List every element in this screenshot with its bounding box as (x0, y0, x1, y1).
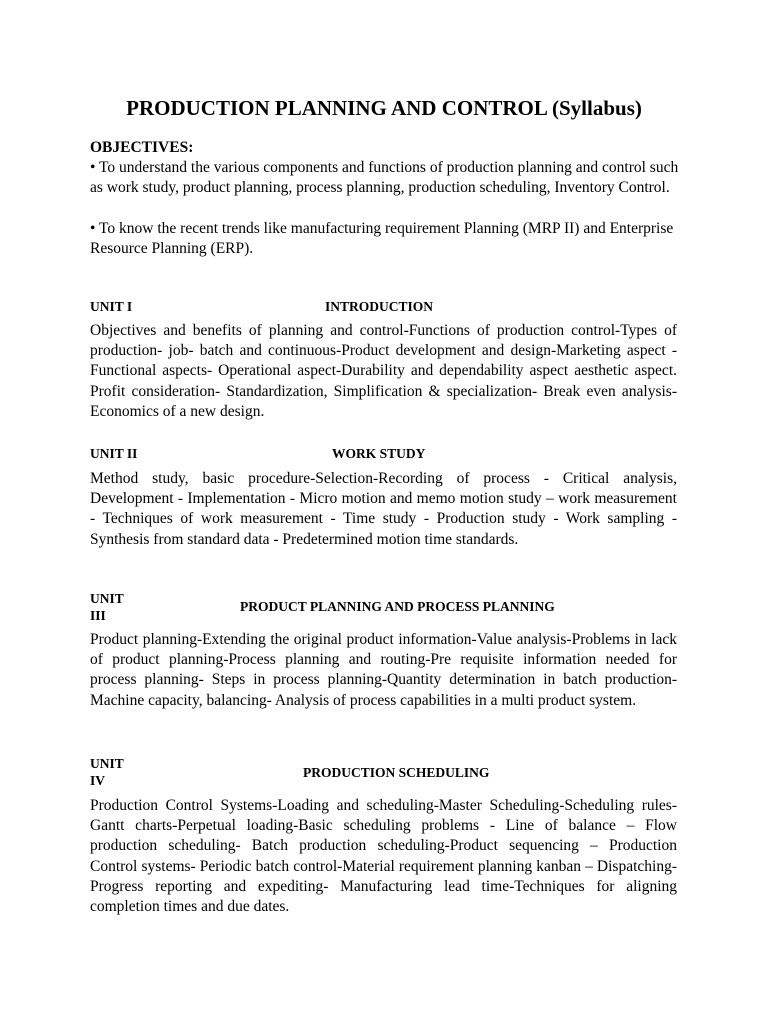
unit-title: PRODUCTION SCHEDULING (303, 765, 490, 780)
unit-body: Objectives and benefits of planning and control-Functions of production control-Types of production- job- batch and continuous-Product development and design-Marketing aspect - Functional aspects- Operational aspect-Durability and dependability aspect aesthetic aspect. Profit consideration- Standardization, Simplification & specialization- Break even analysis-Economics of a new design. (90, 322, 677, 420)
objective-item: • To know the recent trends like manufacturing requirement Planning (MRP II) and Enterprise Resource Planning (ERP). (90, 220, 674, 257)
unit-title: WORK STUDY (332, 446, 426, 461)
unit-number: UNIT III (90, 591, 124, 623)
unit-body: Method study, basic procedure-Selection-Recording of process - Critical analysis, Development - Implementation - Micro motion and memo motion study – work measurement - Techniques of work measurement - Time study - Production study - Work sampling - Synthesis from standard data - Predetermined motion time standards. (90, 470, 677, 548)
unit-number: UNIT IV (90, 756, 124, 788)
objectives-heading: OBJECTIVES: (90, 139, 194, 156)
unit-number: UNIT I (90, 299, 133, 314)
page-title: PRODUCTION PLANNING AND CONTROL (Syllabus) (126, 96, 642, 120)
unit-body: Product planning-Extending the original product information-Value analysis-Problems in lack of product planning-Process planning and routing-Pre requisite information needed for process planning- Steps in process planning-Quantity determination in batch production-Machine capacity, balancing- Analysis of process capabilities in a multi product system. (90, 631, 677, 709)
unit-title: INTRODUCTION (325, 299, 434, 314)
unit-number: UNIT II (90, 446, 138, 461)
unit-title: PRODUCT PLANNING AND PROCESS PLANNING (240, 599, 555, 614)
unit-body: Production Control Systems-Loading and scheduling-Master Scheduling-Scheduling rules-Gantt charts-Perpetual loading-Basic scheduling problems - Line of balance – Flow production scheduling- Batch production scheduling-Product sequencing – Production Control systems- Periodic batch control-Material requirement planning kanban – Dispatching-Progress reporting and expediting- Manufacturing lead time-Techniques for aligning completion times and due dates. (90, 797, 677, 916)
objective-item: • To understand the various components and functions of production planning and control such as work study, product planning, process planning, production scheduling, Inventory Control. (90, 159, 679, 196)
